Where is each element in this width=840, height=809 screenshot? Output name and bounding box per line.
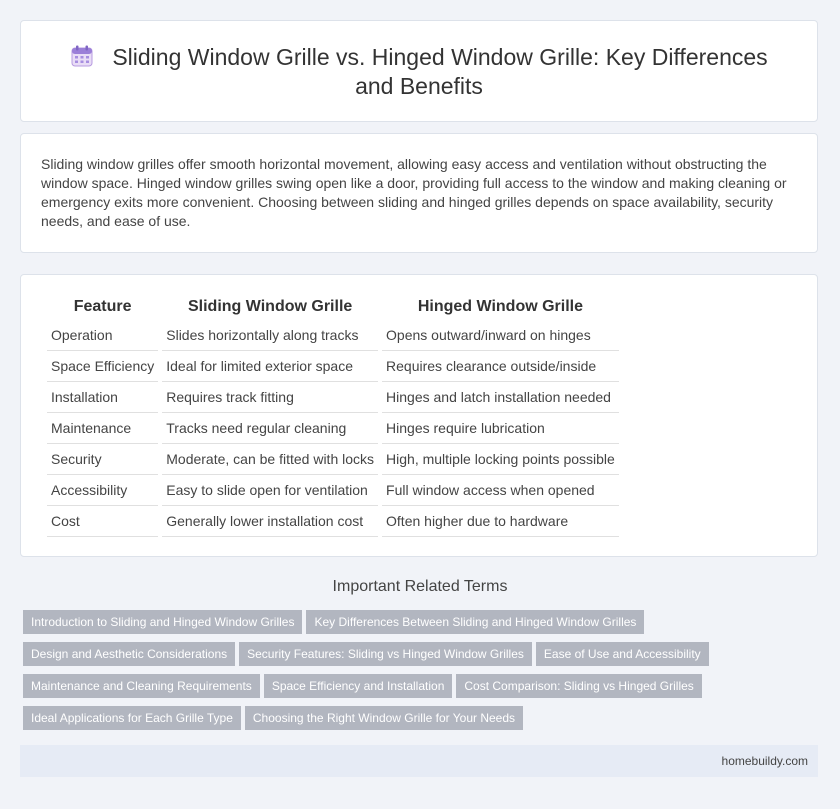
related-term-chip[interactable]: Design and Aesthetic Considerations xyxy=(23,642,235,666)
table-cell: Requires track fitting xyxy=(162,382,378,413)
table-cell: Space Efficiency xyxy=(47,351,158,382)
related-term-chip[interactable]: Security Features: Sliding vs Hinged Window Grilles xyxy=(239,642,532,666)
related-term-chip[interactable]: Ideal Applications for Each Grille Type xyxy=(23,706,241,730)
related-term-chip[interactable]: Ease of Use and Accessibility xyxy=(536,642,709,666)
table-row xyxy=(47,475,619,506)
table-cell: Opens outward/inward on hinges xyxy=(382,320,619,351)
table-row xyxy=(47,351,619,382)
comparison-table xyxy=(43,293,623,537)
related-term-chip[interactable]: Introduction to Sliding and Hinged Window Grilles xyxy=(23,610,302,634)
column-header-sliding: Sliding Window Grille xyxy=(187,298,353,315)
related-term-chip[interactable]: Key Differences Between Sliding and Hinged Window Grilles xyxy=(306,610,644,634)
table-row xyxy=(47,506,619,537)
table-cell: Operation xyxy=(47,320,158,351)
page-title xyxy=(21,43,817,101)
table-cell: Accessibility xyxy=(47,475,158,506)
related-term-chip[interactable]: Choosing the Right Window Grille for Your Needs xyxy=(245,706,523,730)
related-term-chip[interactable]: Cost Comparison: Sliding vs Hinged Grilles xyxy=(456,674,701,698)
footer xyxy=(20,745,818,777)
table-row xyxy=(47,413,619,444)
table-cell: Security xyxy=(47,444,158,475)
chip-row xyxy=(23,706,813,738)
table-cell: Moderate, can be fitted with locks xyxy=(162,444,378,475)
table-cell: Maintenance xyxy=(47,413,158,444)
chip-row xyxy=(23,674,813,706)
table-header-row xyxy=(47,293,619,320)
table-row xyxy=(47,320,619,351)
related-terms-list xyxy=(23,610,813,738)
table-cell: Easy to slide open for ventilation xyxy=(162,475,378,506)
table-cell: Cost xyxy=(47,506,158,537)
related-term-chip[interactable]: Maintenance and Cleaning Requirements xyxy=(23,674,260,698)
table-cell: Generally lower installation cost xyxy=(162,506,378,537)
chip-row xyxy=(23,610,813,642)
table-cell: Often higher due to hardware xyxy=(382,506,619,537)
table-row xyxy=(47,382,619,413)
title-card xyxy=(20,20,818,122)
column-header-feature: Feature xyxy=(73,298,132,315)
table-cell: Ideal for limited exterior space xyxy=(162,351,378,382)
table-cell: Requires clearance outside/inside xyxy=(382,351,619,382)
related-term-chip[interactable]: Space Efficiency and Installation xyxy=(264,674,453,698)
table-cell: Slides horizontally along tracks xyxy=(162,320,378,351)
footer-site-link[interactable]: homebuildy.com xyxy=(721,754,808,768)
table-cell: High, multiple locking points possible xyxy=(382,444,619,475)
intro-paragraph: Sliding window grilles offer smooth horizontal movement, allowing easy access and ventilation without obstructing the window space. Hinged window grilles swing open like a door, providing full access to the window and making cleaning or emergency exits more convenient. Choosing between sliding and hinged grilles depends on space availability, security needs, and ease of use. xyxy=(41,156,787,229)
table-cell: Installation xyxy=(47,382,158,413)
intro-card xyxy=(20,133,818,253)
table-cell: Full window access when opened xyxy=(382,475,619,506)
table-cell: Hinges require lubrication xyxy=(382,413,619,444)
comparison-card xyxy=(20,274,818,557)
table-row xyxy=(47,444,619,475)
chip-row xyxy=(23,642,813,674)
column-header-hinged: Hinged Window Grille xyxy=(417,298,584,315)
table-cell: Tracks need regular cleaning xyxy=(162,413,378,444)
related-terms-heading: Important Related Terms xyxy=(332,578,508,595)
page-title-text: Sliding Window Grille vs. Hinged Window Grille: Key Differences and Benefits xyxy=(112,44,768,99)
calendar-icon xyxy=(70,44,94,68)
table-cell: Hinges and latch installation needed xyxy=(382,382,619,413)
